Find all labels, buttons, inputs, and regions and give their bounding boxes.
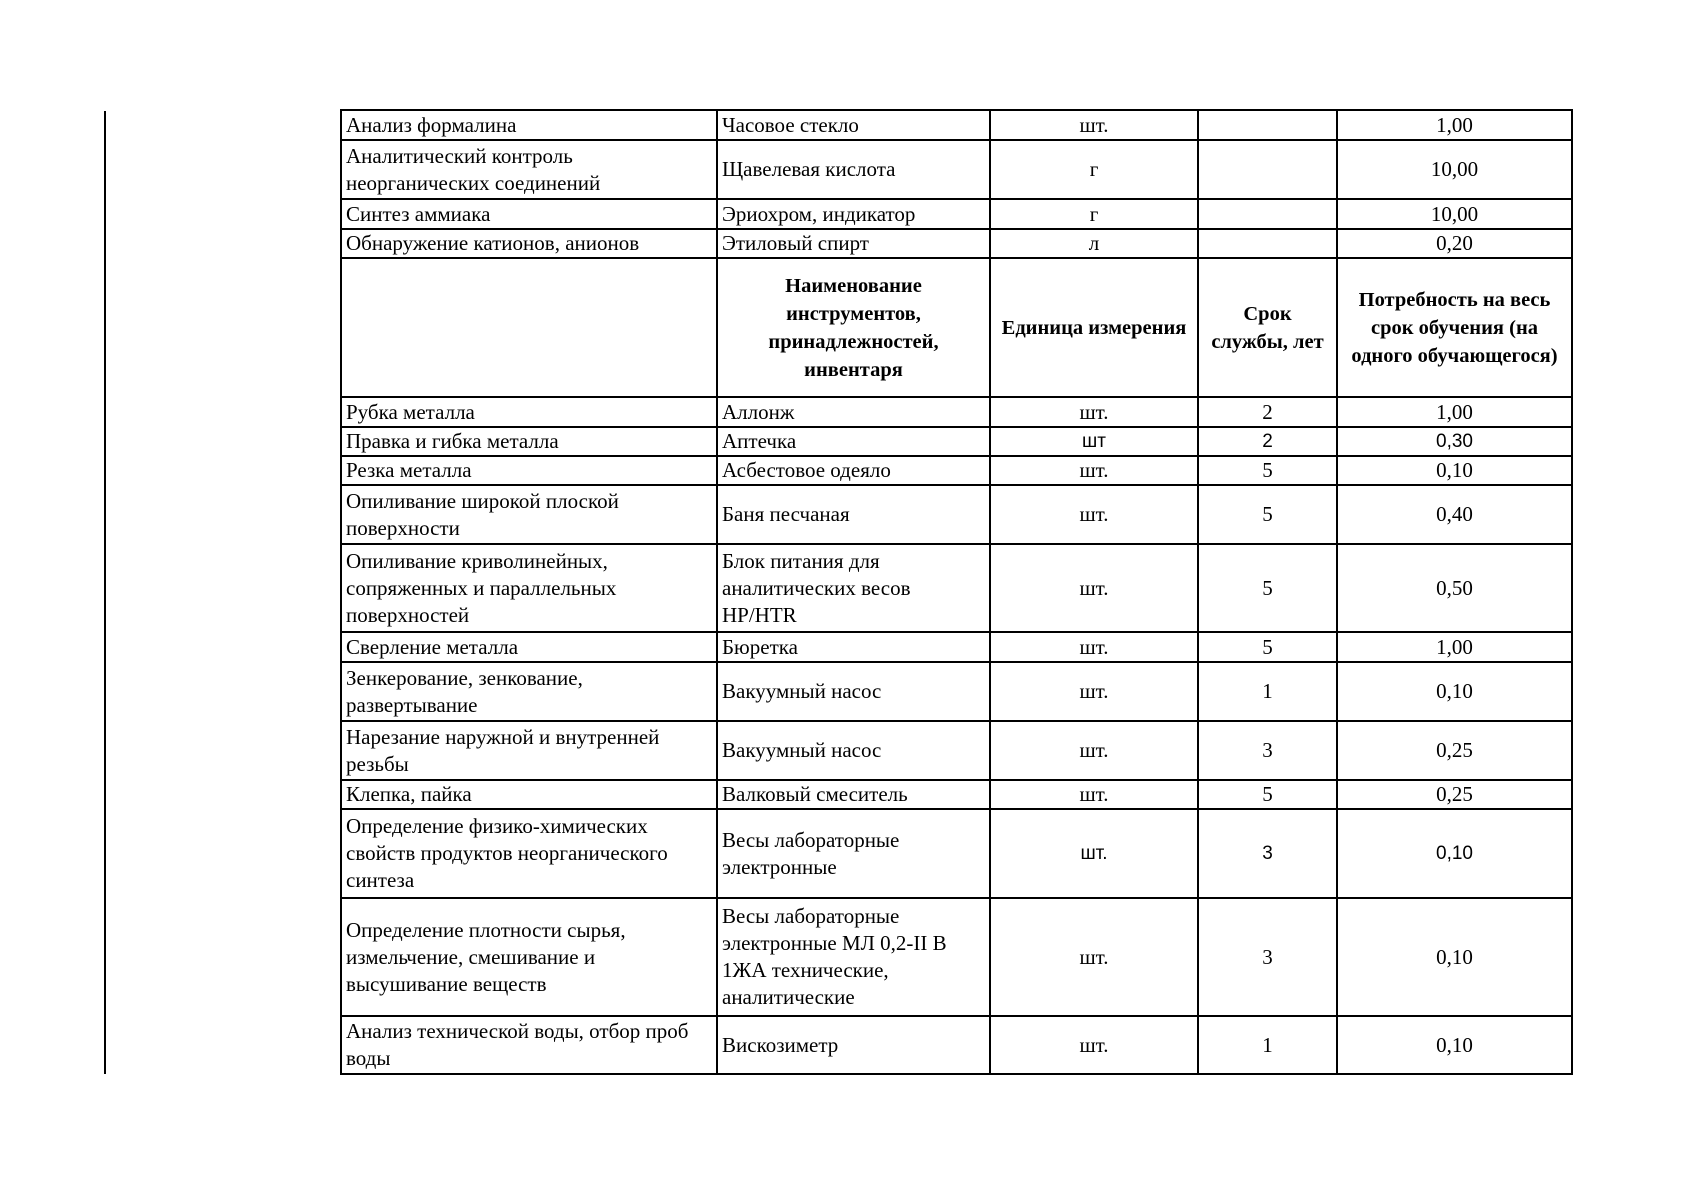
cell-unit: шт. — [990, 544, 1198, 632]
cell-task: Опиливание криволинейных, сопряженных и параллельных поверхностей — [341, 544, 717, 632]
cell-item: Асбестовое одеяло — [717, 456, 990, 485]
cell-unit: г — [990, 199, 1198, 229]
cell-need: 0,30 — [1337, 427, 1572, 456]
header-item: Наименование инструментов, принадлежностей, инвентаря — [717, 258, 990, 397]
header-need: Потребность на весь срок обучения (на одного обучающегося) — [1337, 258, 1572, 397]
table-row — [341, 662, 1572, 721]
cell-task: Опиливание широкой плоской поверхности — [341, 485, 717, 544]
cell-need: 0,40 — [1337, 485, 1572, 544]
cell-item: Эриохром, индикатор — [717, 199, 990, 229]
cell-life: 2 — [1198, 427, 1337, 456]
cell-unit: шт — [990, 427, 1198, 456]
cell-item: Часовое стекло — [717, 110, 990, 140]
cell-life: 5 — [1198, 544, 1337, 632]
cell-item: Весы лабораторные электронные — [717, 809, 990, 898]
cell-task: Определение плотности сырья, измельчение, смешивание и высушивание веществ — [341, 898, 717, 1016]
cell-task: Обнаружение катионов, анионов — [341, 229, 717, 258]
cell-need: 0,10 — [1337, 809, 1572, 898]
cell-need: 10,00 — [1337, 140, 1572, 199]
cell-life — [1198, 140, 1337, 199]
cell-need: 1,00 — [1337, 110, 1572, 140]
cell-need: 0,10 — [1337, 898, 1572, 1016]
cell-unit: шт. — [990, 662, 1198, 721]
cell-item: Вакуумный насос — [717, 721, 990, 780]
cell-life: 1 — [1198, 662, 1337, 721]
header-life: Срок службы, лет — [1198, 258, 1337, 397]
cell-item: Щавелевая кислота — [717, 140, 990, 199]
header-unit: Единица измерения — [990, 258, 1198, 397]
table-row — [341, 780, 1572, 809]
cell-item: Блок питания для аналитических весов HP/HTR — [717, 544, 990, 632]
cell-need: 10,00 — [1337, 199, 1572, 229]
cell-life: 2 — [1198, 397, 1337, 427]
cell-life — [1198, 199, 1337, 229]
cell-unit: шт. — [990, 1016, 1198, 1074]
table-row — [341, 229, 1572, 258]
page-margin-rule — [104, 111, 106, 1074]
cell-unit: л — [990, 229, 1198, 258]
header-task — [341, 258, 717, 397]
cell-item: Этиловый спирт — [717, 229, 990, 258]
cell-life: 3 — [1198, 898, 1337, 1016]
equipment-table — [340, 109, 1573, 1075]
cell-item: Вакуумный насос — [717, 662, 990, 721]
cell-task: Анализ технической воды, отбор проб воды — [341, 1016, 717, 1074]
cell-need: 1,00 — [1337, 397, 1572, 427]
cell-unit: г — [990, 140, 1198, 199]
cell-life: 5 — [1198, 780, 1337, 809]
cell-unit: шт. — [990, 721, 1198, 780]
cell-life: 3 — [1198, 721, 1337, 780]
table-row — [341, 485, 1572, 544]
table-row — [341, 140, 1572, 199]
cell-unit: шт. — [990, 780, 1198, 809]
table-row — [341, 898, 1572, 1016]
table-header-row — [341, 258, 1572, 397]
cell-task: Сверление металла — [341, 632, 717, 662]
cell-unit: шт. — [990, 809, 1198, 898]
table-row — [341, 397, 1572, 427]
cell-life: 1 — [1198, 1016, 1337, 1074]
table-row — [341, 199, 1572, 229]
table-row — [341, 632, 1572, 662]
cell-unit: шт. — [990, 898, 1198, 1016]
cell-task: Резка металла — [341, 456, 717, 485]
cell-item: Аллонж — [717, 397, 990, 427]
cell-item: Валковый смеситель — [717, 780, 990, 809]
cell-need: 0,50 — [1337, 544, 1572, 632]
cell-life: 5 — [1198, 632, 1337, 662]
table-row — [341, 1016, 1572, 1074]
table-row — [341, 809, 1572, 898]
cell-item: Весы лабораторные электронные МЛ 0,2-II В 1ЖА технические, аналитические — [717, 898, 990, 1016]
cell-task: Клепка, пайка — [341, 780, 717, 809]
cell-unit: шт. — [990, 456, 1198, 485]
cell-task: Синтез аммиака — [341, 199, 717, 229]
cell-life: 3 — [1198, 809, 1337, 898]
cell-unit: шт. — [990, 110, 1198, 140]
cell-unit: шт. — [990, 397, 1198, 427]
cell-item: Аптечка — [717, 427, 990, 456]
table-row — [341, 544, 1572, 632]
table-row — [341, 721, 1572, 780]
cell-task: Зенкерование, зенкование, развертывание — [341, 662, 717, 721]
cell-life — [1198, 110, 1337, 140]
cell-life: 5 — [1198, 456, 1337, 485]
cell-life: 5 — [1198, 485, 1337, 544]
cell-need: 0,25 — [1337, 721, 1572, 780]
table-row — [341, 427, 1572, 456]
cell-task: Рубка металла — [341, 397, 717, 427]
cell-need: 0,20 — [1337, 229, 1572, 258]
cell-need: 0,10 — [1337, 662, 1572, 721]
cell-task: Правка и гибка металла — [341, 427, 717, 456]
table-row — [341, 110, 1572, 140]
cell-unit: шт. — [990, 632, 1198, 662]
cell-unit: шт. — [990, 485, 1198, 544]
cell-need: 1,00 — [1337, 632, 1572, 662]
cell-item: Вискозиметр — [717, 1016, 990, 1074]
cell-life — [1198, 229, 1337, 258]
cell-task: Определение физико-химических свойств продуктов неорганического синтеза — [341, 809, 717, 898]
table-row — [341, 456, 1572, 485]
cell-task: Нарезание наружной и внутренней резьбы — [341, 721, 717, 780]
cell-need: 0,10 — [1337, 1016, 1572, 1074]
cell-need: 0,10 — [1337, 456, 1572, 485]
cell-task: Анализ формалина — [341, 110, 717, 140]
cell-task: Аналитический контроль неорганических соединений — [341, 140, 717, 199]
cell-item: Бюретка — [717, 632, 990, 662]
cell-need: 0,25 — [1337, 780, 1572, 809]
cell-item: Баня песчаная — [717, 485, 990, 544]
